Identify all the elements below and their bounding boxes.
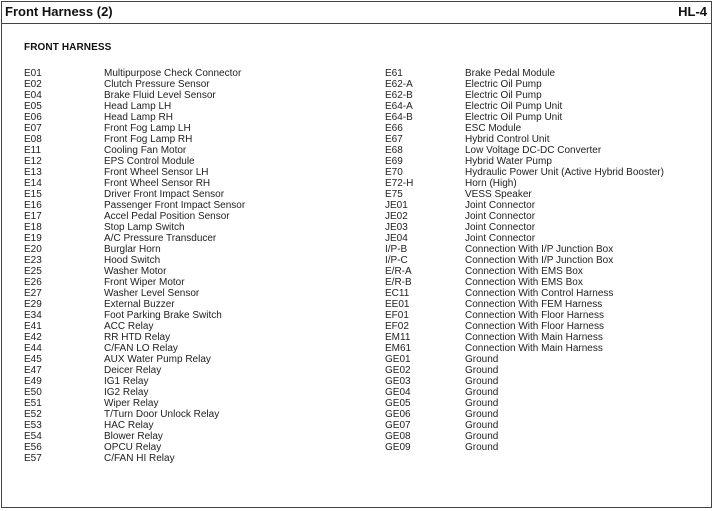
connector-code: E16 xyxy=(24,200,42,211)
connector-code: E72-H xyxy=(385,178,414,189)
connector-code: E44 xyxy=(24,343,42,354)
connector-description: Connection With I/P Junction Box xyxy=(465,244,614,255)
connector-description: IG2 Relay xyxy=(104,387,149,398)
connector-code: EM61 xyxy=(385,343,412,354)
connector-code: E/R-B xyxy=(385,277,412,288)
connector-code: E27 xyxy=(24,288,42,299)
connector-code: JE02 xyxy=(385,211,408,222)
connector-description: Connection With EMS Box xyxy=(465,266,583,277)
connector-description: Connection With Floor Harness xyxy=(465,321,604,332)
connector-code: E64-B xyxy=(385,112,413,123)
connector-description: Clutch Pressure Sensor xyxy=(104,79,210,90)
connector-description: Ground xyxy=(465,431,499,442)
connector-description: Ground xyxy=(465,387,499,398)
connector-description: Brake Pedal Module xyxy=(465,68,556,79)
connector-description: Electric Oil Pump xyxy=(465,79,542,90)
connector-code: GE02 xyxy=(385,365,411,376)
connector-description: ESC Module xyxy=(465,123,522,134)
connector-code: E01 xyxy=(24,68,42,79)
connector-code: GE04 xyxy=(385,387,411,398)
connector-description: Front Wheel Sensor LH xyxy=(104,167,209,178)
connector-code: E11 xyxy=(24,145,42,156)
connector-description: Passenger Front Impact Sensor xyxy=(104,200,246,211)
connector-description: Horn (High) xyxy=(465,178,517,189)
connector-description: ACC Relay xyxy=(104,321,154,332)
connector-description: Deicer Relay xyxy=(104,365,162,376)
connector-code: E20 xyxy=(24,244,42,255)
connector-code: I/P-B xyxy=(385,244,408,255)
connector-description: Connection With FEM Harness xyxy=(465,299,603,310)
connector-description: Accel Pedal Position Sensor xyxy=(104,211,230,222)
connector-code: E68 xyxy=(385,145,403,156)
connector-description: Blower Relay xyxy=(104,431,163,442)
connector-description: Connection With Main Harness xyxy=(465,332,603,343)
connector-code: E26 xyxy=(24,277,42,288)
connector-description: HAC Relay xyxy=(104,420,154,431)
connector-code: GE03 xyxy=(385,376,411,387)
connector-code: E52 xyxy=(24,409,42,420)
connector-description: IG1 Relay xyxy=(104,376,149,387)
connector-code: E25 xyxy=(24,266,42,277)
connector-description: Electric Oil Pump Unit xyxy=(465,112,563,123)
connector-description: VESS Speaker xyxy=(465,189,532,200)
connector-code: E13 xyxy=(24,167,42,178)
connector-code: E08 xyxy=(24,134,42,145)
connector-code: E17 xyxy=(24,211,42,222)
page-title: Front Harness (2) xyxy=(5,4,113,19)
connector-description: AUX Water Pump Relay xyxy=(104,354,211,365)
connector-description: Washer Motor xyxy=(104,266,167,277)
connector-code: E05 xyxy=(24,101,42,112)
connector-code: E51 xyxy=(24,398,42,409)
connector-code: E45 xyxy=(24,354,42,365)
connector-description: Burglar Horn xyxy=(104,244,161,255)
connector-description: Ground xyxy=(465,354,499,365)
connector-description: Ground xyxy=(465,442,499,453)
connector-description: Low Voltage DC-DC Converter xyxy=(465,145,602,156)
connector-description: Ground xyxy=(465,398,499,409)
connector-code: E53 xyxy=(24,420,42,431)
connector-description: Foot Parking Brake Switch xyxy=(104,310,222,321)
connector-code: EC11 xyxy=(385,288,410,299)
connector-code: GE09 xyxy=(385,442,411,453)
connector-code: JE01 xyxy=(385,200,408,211)
connector-description: Joint Connector xyxy=(465,233,536,244)
connector-description: Head Lamp LH xyxy=(104,101,172,112)
connector-code: GE05 xyxy=(385,398,411,409)
connector-code: EE01 xyxy=(385,299,410,310)
connector-description: Connection With EMS Box xyxy=(465,277,583,288)
connector-description: Connection With Floor Harness xyxy=(465,310,604,321)
connector-code: E62-A xyxy=(385,79,413,90)
connector-description: Driver Front Impact Sensor xyxy=(104,189,225,200)
connector-description: Ground xyxy=(465,420,499,431)
connector-description: Brake Fluid Level Sensor xyxy=(104,90,216,101)
connector-description: A/C Pressure Transducer xyxy=(104,233,217,244)
connector-code: E41 xyxy=(24,321,42,332)
connector-code: E75 xyxy=(385,189,403,200)
connector-description: Hybrid Water Pump xyxy=(465,156,552,167)
connector-description: Hood Switch xyxy=(104,255,161,266)
connector-description: Ground xyxy=(465,365,499,376)
connector-description: Head Lamp RH xyxy=(104,112,173,123)
connector-code: E70 xyxy=(385,167,403,178)
connector-code: EF01 xyxy=(385,310,409,321)
connector-code: JE04 xyxy=(385,233,408,244)
connector-code: GE06 xyxy=(385,409,411,420)
connector-description: Hybrid Control Unit xyxy=(465,134,550,145)
connector-description: Front Fog Lamp LH xyxy=(104,123,191,134)
connector-description: Connection With Control Harness xyxy=(465,288,614,299)
connector-code: E04 xyxy=(24,90,42,101)
connector-description: Ground xyxy=(465,409,499,420)
connector-description: RR HTD Relay xyxy=(104,332,171,343)
connector-description: Front Wiper Motor xyxy=(104,277,185,288)
connector-code: JE03 xyxy=(385,222,408,233)
section-title: FRONT HARNESS xyxy=(24,42,112,53)
connector-code: E34 xyxy=(24,310,42,321)
connector-code: E14 xyxy=(24,178,42,189)
connector-code: E54 xyxy=(24,431,42,442)
connector-code: E42 xyxy=(24,332,42,343)
connector-description: Joint Connector xyxy=(465,222,536,233)
connector-code: E62-B xyxy=(385,90,413,101)
connector-description: OPCU Relay xyxy=(104,442,162,453)
connector-code: E61 xyxy=(385,68,403,79)
connector-description: Front Fog Lamp RH xyxy=(104,134,193,145)
connector-description: Multipurpose Check Connector xyxy=(104,68,242,79)
connector-description: External Buzzer xyxy=(104,299,175,310)
connector-code: E49 xyxy=(24,376,42,387)
connector-description: Ground xyxy=(465,376,499,387)
connector-code: E69 xyxy=(385,156,403,167)
connector-code: GE08 xyxy=(385,431,411,442)
connector-code: E02 xyxy=(24,79,42,90)
connector-code: EF02 xyxy=(385,321,409,332)
connector-code: E12 xyxy=(24,156,42,167)
connector-code: E18 xyxy=(24,222,42,233)
connector-description: C/FAN LO Relay xyxy=(104,343,178,354)
connector-code: E15 xyxy=(24,189,42,200)
connector-description: Connection With Main Harness xyxy=(465,343,603,354)
page-header xyxy=(1,1,712,24)
connector-description: Cooling Fan Motor xyxy=(104,145,187,156)
connector-description: Hydraulic Power Unit (Active Hybrid Booster) xyxy=(465,167,664,178)
connector-code: E50 xyxy=(24,387,42,398)
connector-description: Joint Connector xyxy=(465,211,536,222)
connector-code: E56 xyxy=(24,442,42,453)
connector-description: Electric Oil Pump Unit xyxy=(465,101,563,112)
connector-description: Washer Level Sensor xyxy=(104,288,200,299)
connector-code: E23 xyxy=(24,255,42,266)
connector-code: E57 xyxy=(24,453,42,464)
connector-code: I/P-C xyxy=(385,255,408,266)
connector-description: Connection With I/P Junction Box xyxy=(465,255,614,266)
connector-code: GE01 xyxy=(385,354,411,365)
connector-code: E07 xyxy=(24,123,42,134)
connector-code: E66 xyxy=(385,123,403,134)
connector-description: T/Turn Door Unlock Relay xyxy=(104,409,220,420)
connector-description: EPS Control Module xyxy=(104,156,195,167)
connector-code: E19 xyxy=(24,233,42,244)
connector-code: GE07 xyxy=(385,420,411,431)
connector-description: Front Wheel Sensor RH xyxy=(104,178,211,189)
connector-description: Wiper Relay xyxy=(104,398,159,409)
connector-code: E06 xyxy=(24,112,42,123)
connector-code: EM11 xyxy=(385,332,411,343)
connector-code: E/R-A xyxy=(385,266,412,277)
connector-description: Stop Lamp Switch xyxy=(104,222,185,233)
connector-description: Joint Connector xyxy=(465,200,536,211)
connector-code: E64-A xyxy=(385,101,413,112)
connector-code: E67 xyxy=(385,134,403,145)
connector-code: E47 xyxy=(24,365,42,376)
page-code: HL-4 xyxy=(678,4,707,19)
connector-code: E29 xyxy=(24,299,42,310)
connector-description: Electric Oil Pump xyxy=(465,90,542,101)
connector-description: C/FAN HI Relay xyxy=(104,453,175,464)
